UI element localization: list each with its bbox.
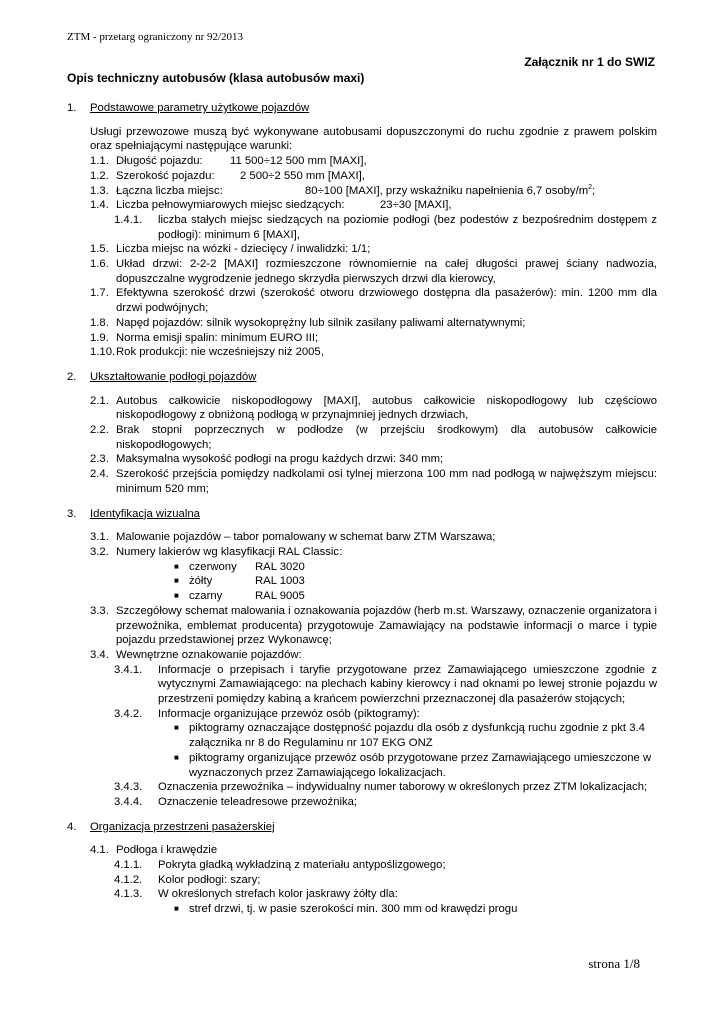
list-item: 2.3. Maksymalna wysokość podłogi na progu każdych drzwi: 340 mm; xyxy=(90,453,444,466)
list-item: 1.5. Liczba miejsc na wózki - dziecięcy / inwalidzki: 1/1; xyxy=(90,243,371,256)
list-item: 3.4.2. Informacje organizujące przewóz osób (piktogramy): xyxy=(114,707,420,720)
list-item: 4.1.2. Kolor podłogi: szary; xyxy=(114,873,261,886)
bullet-item: ■ piktogramy organizujące przewóz osób przygotowane przez Zamawiającego umieszczone w wyznaczonych przez Zamawiającego lokalizacjach. xyxy=(174,751,652,779)
document-header: ZTM - przetarg ograniczony nr 92/2013 xyxy=(67,31,244,43)
list-item: 2.4. Szerokość przejścia pomiędzy nadkolami osi tylnej mierzona 100 mm nad podłogą w najwęższym miejscu: minimum 520 mm; xyxy=(90,468,657,495)
list-item: 1.9. Norma emisji spalin: minimum EURO III; xyxy=(90,331,319,344)
document-title: Opis techniczny autobusów (klasa autobusów maxi) xyxy=(67,71,365,85)
list-item: 2.1. Autobus całkowicie niskopodłogowy [MAXI], autobus całkowicie niskopodłogowy lub częściowo niskopodłogowy z obniżoną podłogą w przynajmniej jednych drzwiach, xyxy=(90,394,657,422)
list-item: 4.1. Podłoga i krawędzie xyxy=(90,844,218,857)
list-item: 1.10. Rok produkcji: nie wcześniejszy niż 2005, xyxy=(90,346,324,359)
list-item: 3.3. Szczegółowy schemat malowania i oznakowania pojazdów (herb m.st. Warszawy, oznaczenie organizatora i przewoźnika, emblemat producenta) przygotowuje Zamawiający na podstawie informacji o marce i typie pojazdu przedstawionej przez Wykonawcę; xyxy=(90,604,657,647)
list-item: 2.2. Brak stopni poprzecznych w podłodze (w przejściu środkowym) dla autobusów całkowicie niskopodłogowych; xyxy=(90,424,657,451)
list-item: 3.4.3. Oznaczenia przewoźnika – indywidualny numer taborowy w określonych przez ZTM lokalizacjach; xyxy=(114,781,648,794)
section-heading-3: 3. Identyfikacja wizualna xyxy=(67,507,200,520)
list-item: 1.8. Napęd pojazdów: silnik wysokoprężny lub silnik zasilany paliwami alternatywnymi; xyxy=(90,316,526,329)
section-title: Identyfikacja wizualna xyxy=(90,507,200,520)
list-item: 3.2. Numery lakierów wg klasyfikacji RAL Classic: xyxy=(90,545,343,558)
list-item: 4.1.1. Pokryta gładką wykładziną z materiału antypoślizgowego; xyxy=(114,859,446,872)
square-bullet-icon: ■ xyxy=(174,576,179,586)
document-body xyxy=(67,101,657,917)
page-number: strona 1/8 xyxy=(588,956,640,971)
list-item: 1.4. Liczba pełnowymiarowych miejsc siedzących: 23÷30 [MAXI], xyxy=(90,199,452,212)
square-bullet-icon: ■ xyxy=(174,591,179,601)
section-title: Podstawowe parametry użytkowe pojazdów xyxy=(90,102,310,114)
list-item: 1.3. Łączna liczba miejsc: 80÷100 [MAXI], przy wskaźniku napełnienia 6,7 osoby/$m^2$; xyxy=(90,183,596,197)
bullet-item: ■ stref drzwi, tj. w pasie szerokości min. 300 mm od krawędzi progu xyxy=(174,903,518,916)
square-bullet-icon: ■ xyxy=(174,904,179,914)
list-item: 3.4. Wewnętrzne oznakowanie pojazdów: xyxy=(90,648,302,661)
list-item: 3.4.4. Oznaczenie teleadresowe przewoźnika; xyxy=(114,795,358,808)
annex-label: Załącznik nr 1 do SWIZ xyxy=(524,55,655,69)
section-heading-1: 1. Podstawowe parametry użytkowe pojazdów xyxy=(67,102,310,114)
section-heading-2: 2. Ukształtowanie podłogi pojazdów xyxy=(67,370,257,383)
color-list-item: ■ czerwony RAL 3020 xyxy=(174,560,305,573)
list-item: 1.4.1. liczba stałych miejsc siedzących na poziomie podłogi (bez podestów z bezpośrednim dostępem z podłogi): minimum 6 [MAXI], xyxy=(114,213,657,241)
square-bullet-icon: ■ xyxy=(174,752,179,762)
section-title: Ukształtowanie podłogi pojazdów xyxy=(90,370,257,383)
section-heading-4: 4. Organizacja przestrzeni pasażerskiej xyxy=(67,820,275,833)
list-item: 1.6. Układ drzwi: 2-2-2 [MAXI] rozmieszczone równomiernie na całej długości prawej ściany nadwozia, dopuszczalne wygrodzenie jednego skrzydła pierwszych drzwi dla kierowcy, xyxy=(90,258,657,285)
paragraph: Usługi przewozowe muszą być wykonywane autobusami dopuszczonymi do ruchu zgodnie z prawem polskim oraz spełniającymi następujące warunki: xyxy=(90,125,657,153)
square-bullet-icon: ■ xyxy=(174,723,179,733)
section-title: Organizacja przestrzeni pasażerskiej xyxy=(90,820,275,833)
bullet-item: ■ piktogramy oznaczające dostępność pojazdu dla osób z dysfunkcją ruchu zgodnie z pkt 3.4 załącznika nr 8 do Regulaminu nr 107 EKG ONZ xyxy=(174,722,645,750)
list-item: 1.1. Długość pojazdu: 11 500÷12 500 mm [MAXI], xyxy=(90,155,367,168)
list-item: 1.7. Efektywna szerokość drzwi (szerokość otworu drzwiowego dostępna dla pasażerów): min. 1200 mm dla drzwi podwójnych; xyxy=(90,287,657,315)
color-list-item: ■ żółty RAL 1003 xyxy=(174,575,305,588)
color-list-item: ■ czarny RAL 9005 xyxy=(174,590,305,603)
list-item: 3.1. Malowanie pojazdów – tabor pomalowany w schemat barw ZTM Warszawa; xyxy=(90,531,496,544)
list-item: 3.4.1. Informacje o przepisach i taryfie przygotowane przez Zamawiającego umieszczone zgodnie z wytycznymi Zamawiającego: na plechach kabiny kierowcy i nad oknami po lewej stronie pojazdu w przestrzeni pomiędzy kabiną a krańcem powierzchni przeznaczonej dla pasażerów stojących; xyxy=(114,663,657,706)
list-item: 1.2. Szerokość pojazdu: 2 500÷2 550 mm [MAXI], xyxy=(90,169,365,182)
square-bullet-icon: ■ xyxy=(174,561,179,571)
list-item: 4.1.3. W określonych strefach kolor jaskrawy żółty dla: xyxy=(114,888,398,901)
